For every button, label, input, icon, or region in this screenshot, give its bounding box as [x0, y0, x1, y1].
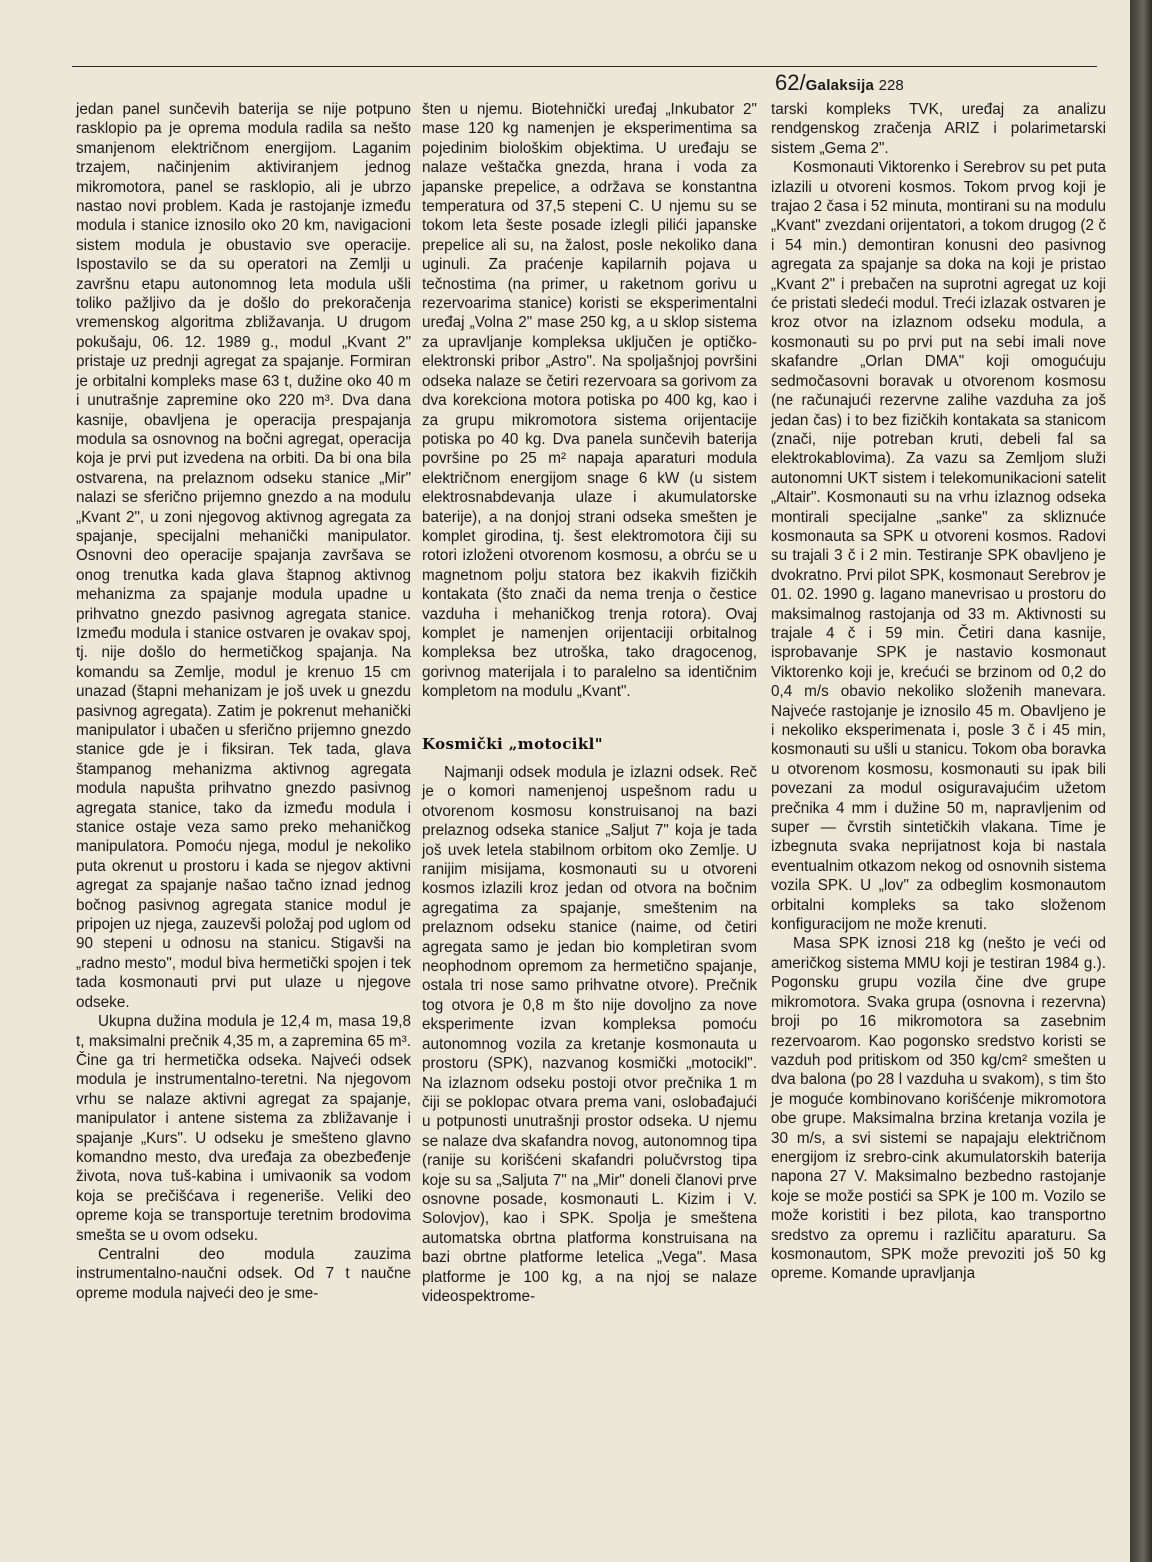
section-subheading: Kosmički „motocikl": [422, 734, 603, 753]
paragraph: šten u njemu. Biotehnički uređaj „Inkubator 2" mase 120 kg namenjen je eksperimentima sa pojedinim biološkim objektima. U uređaju se nalaze veštačka gnezda, hrana i voda za japanske prepelice, a održava se konstantna temperatura od 37,5 stepeni C. U njemu su se tokom leta šeste posade izlegli pilići japanske prepelice ali su, na žalost, posle nekoliko dana uginuli. Za praćenje kapilarnih pojava u tečnostima (na primer, u raketnom gorivu u rezervoarima stanice) koristi se eksperimentalni uređaj „Volna 2" mase 250 kg, a u sklop sistema za upravljanje kompleksa uključen je optičko-elektronski pribor „Astro". Na spoljašnjoj površini odseka nalaze se četiri rezervoara sa gorivom za dva korekciona motora potiska po 400 kg, kao i za grupu mikromotora sistema orijentacije potiska po 40 kg. Dva panela sunčevih baterija površine po 25 m² napaja aparaturi modula električnom energijom snage 6 kW (u sistem elektrosnabdevanja ulaze i akumulatorske baterije), a na donjoj strani odseka smešten je komplet girodina, tj. šest elektromotora čiji su rotori izloženi otvorenom kosmosu, a obrću se u magnetnom polju statora bez ikakvih fizičkih kontakata (što znači da nema trenja o čestice vazduha i mehaničkog trenja rotora). Ovaj komplet je namenjen orijentaciji orbitalnog kompleksa bez utroška, tako dragocenog, gorivnog materijala i to paralelno sa identičnim kompletom na modulu „Kvant".: [422, 101, 757, 701]
paragraph: Kosmonauti Viktorenko i Serebrov su pet puta izlazili u otvoreni kosmos. Tokom prvog koji je trajao 2 časa i 52 minuta, montirani su na modulu „Kvant" zvezdani orijentatori, a tokom drugog (2 č i 54 min.) demontiran konusni deo pasivnog agregata za spajanje sa doka na koji je pristao „Kvant 2" i prebačen na suprotni agregat uz koji će pristati sledeći modul. Treći izlazak ostvaren je kroz otvor na izlaznom odseku modula, a kosmonauti su po prvi put na sebi imali nove skafandre „Orlan DMA" koji omogućuju sedmočasovni boravak u otvorenom kosmosu (ne računajući rezervne zalihe vazduha za još jedan čas) i to bez fizičkih kontakata sa stanicom (znači, nije potreban kruti, debeli fal sa elektrokablovima). Za vazu sa Zemljom služi autonomni UKT sistem i telekomunikacioni satelit „Altair". Kosmonauti su na vrhu izlaznog odseka montirali specijalne „sanke" za skliznuće kosmonauta sa SPK u otvoreni kosmos. Radovi su trajali 3 č i 2 min. Testiranje SPK obavljeno je dvokratno. Prvi pilot SPK, kosmonaut Serebrov je 01. 02. 1990 g. lagano manevrisao u prostoru do maksimalnog rastojanja od 33 m. Aktivnosti su trajale 4 č i 59 min. Četiri dana kasnije, isprobavanje SPK je nastavio kosmonaut Viktorenko koji je, krećući se brzinom od 0,2 do 0,4 m/s obavio nekoliko složenih manevara. Najveće rastojanje je iznosilo 45 m. Obavljeno je i nekoliko eksperimenata i, posle 3 č i 45 min, kosmonauti su ušli u stanicu. Tokom oba boravka u otvorenom kosmosu, kosmonauti su ipak bili povezani za modul osiguravajućim užetom prečnika 4 mm i dužine 50 m, napravljenim od super — čvrstih sintetičkih vlakana. Time je izbegnuta svaka neprijatnost koja bi nastala eventualnim otkazom nekog od osnovnih sistema vozila SPK. U „lov" za odbeglim kosmonautom orbitalni kompleks sa tako složenom konfiguracijom ne može krenuti.: [771, 159, 1106, 934]
paragraph: jedan panel sunčevih baterija se nije potpuno rasklopio pa je oprema modula radila sa nešto smanjenom električnom energijom. Laganim trzajem, načinjenim aktiviranjem jednog mikromotora, panel se rasklopio, ali je ubrzo nastao novi problem. Kada je rastojanje između modula i stanice iznosilo oko 20 km, navigacioni sistem modula je obustavio sve operacije. Ispostavilo se da su operatori na Zemlji u završnu etapu autonomnog leta modula ušli toliko pažljivo da je došlo do prekoračenja vremenskog algoritma zbližavanja. U drugom pokušaju, 06. 12. 1989 g., modul „Kvant 2" pristaje uz prednji agregat za spajanje. Formiran je orbitalni kompleks mase 63 t, dužine oko 40 m i unutrašnje zapremine oko 220 m³. Dva dana kasnije, obavljena je operacija prespajanja modula sa osnovnog na bočni agregat, operacija koja je prvi put izvedena na orbiti. Da bi ona bila ostvarena, na prelaznom odseku stanice „Mir" nalazi se sferično prijemno gnezdo a na modulu „Kvant 2", u zoni njegovog aktivnog agregata za spajanje, specijalni mehanički manipulator. Osnovni deo operacije spajanja završava se onog trenutka kada glava štapnog aktivnog mehanizma za spajanje modula upadne u prihvatno gnezdo pasivnog agregata stanice. Između modula i stanice ostvaren je ovakav spoj, tj. nije došlo do hermetičkog spajanja. Na komandu sa Zemlje, modul je krenuo 15 cm unazad (štapni mehanizam je još uvek u gnezdu pasivnog agregata). Zatim je pokrenut mehanički manipulator i ubačen u sferično prijemno gnezdo stanice gde je i fiksiran. Tek tada, glava štampanog mehanizma aktivnog agregata modula napušta prihvatno gnezdo pasivnog agregata stanice, tako da između modula i stanice ostaje veza samo preko mehaničkog manipulatora. Pomoću njega, modul je nekoliko puta okrenut u prostoru i kada se njegov aktivni agregat za spajanje našao tačno iznad jednog bočnog pasivnog agregata stanice modul je pripojen uz njega, zauzevši položaj pod uglom od 90 stepeni u odnosu na stanicu. Stigavši na „radno mesto", modul biva hermetički spojen i tek tada kosmonauti prvi put ulaze u njegove odseke.: [76, 101, 411, 1011]
paragraph: Centralni deo modula zauzima instrumentalno-naučni odsek. Od 7 t naučne opreme modula najveći deo je sme-: [76, 1245, 411, 1302]
paragraph: Ukupna dužina modula je 12,4 m, masa 19,8 t, maksimalni prečnik 4,35 m, a zapremina 65 m³. Čine ga tri hermetička odseka. Najveći odsek modula je instrumentalno-teretni. Na njegovom vrhu se nalaze aktivni agregat za spajanje, manipulator i antene sistema za zbližavanje i spajanje „Kurs". U odseku je smešteno glavno komandno mesto, dva uređaja za obezbeđenje života, nova tuš-kabina i umivaonik sa vodom koja se prečišćava i regeneriše. Veliki deo opreme koja se transportuje teretnim brodovima smešta se u ovom odseku.: [76, 1013, 411, 1244]
paragraph: Masa SPK iznosi 218 kg (nešto je veći od američkog sistema MMU koji je testiran 1984 g.). Pogonsku grupu vozila čine dve grupe mikromotora. Svaka grupa (osnovna i rezervna) broji po 16 mikromotora sa zasebnim rezervoarom. Kao pogonsko sredstvo koristi se vazduh pod pritiskom od 350 kg/cm² smešten u dva balona (po 28 l vazduha u svakom), s tim što je moguće kombinovano korišćenje mikromotora obe grupe. Maksimalna brzina kretanja vozila je 30 m/s, a svi sistemi se napajaju električnom energijom iz srebro-cink akumulatorskih baterija napona 27 V. Maksimalno bezbedno rastojanje koje se može postići sa SPK je 100 m. Vozilo se može koristiti i bez pilota, kao transportno sredstvo za opremu i različitu aparaturu. Sa kosmonautom, SPK može prevoziti još 50 kg opreme. Komande upravljanja: [771, 935, 1106, 1283]
paragraph: Najmanji odsek modula je izlazni odsek. Reč je o komori namenjenoj uspešnom radu u otvorenom kosmosu konstruisanoj na bazi prelaznog odseka stanice „Saljut 7" koja je tada još uvek letela stabilnom orbitom oko Zemlje. U ranijim misijama, kosmonauti su u otvoreni kosmos izlazili kroz jedan od otvora na bočnim agregatima za spajanje, smeštenim na prelaznom odseku stanice (naime, od četiri agregata samo je jedan bio kompletiran svom neophodnom opremom za hermetično spajanje, ostala tri nose samo prihvatne otvore). Prečnik tog otvora je 0,8 m što nije dovoljno za nove eksperimente izvan kompleksa pomoću autonomnog vozila za kretanje kosmonauta u prostoru (SPK), nazvanog kosmički „motocikl". Na izlaznom odseku postoji otvor prečnika 1 m čiji se poklopac otvara prema vani, oslobađajući u potpunosti unutrašnji prostor odseka. U njemu se nalaze dva skafandra novog, autonomnog tipa (ranije su korišćeni skafandri polučvrstog tipa koje su sa „Saljuta 7" na „Mir" doneli članovi prve osnovne posade, kosmonauti L. Kizim i V. Solovjov), kao i SPK. Spolja je smeštena automatska obrtna platforma konstruisana na bazi obrtne platforme letelica „Vega". Masa platforme je 100 kg, a na njoj se nalaze videospektrome-: [422, 764, 757, 1305]
text-column-3: [771, 100, 1106, 1284]
page-header: [775, 70, 904, 96]
text-column-1: [76, 100, 411, 1303]
text-column-2: [422, 100, 757, 1306]
page-number: 62/: [775, 70, 806, 95]
issue-number: 228: [878, 77, 904, 94]
paragraph: tarski kompleks TVK, uređaj za analizu rendgenskog zračenja ARIZ i polarimetarski sistem „Gema 2".: [771, 101, 1106, 157]
header-rule: [72, 66, 1097, 67]
binding-spine: [1130, 0, 1152, 1562]
magazine-name: Galaksija: [805, 77, 875, 94]
